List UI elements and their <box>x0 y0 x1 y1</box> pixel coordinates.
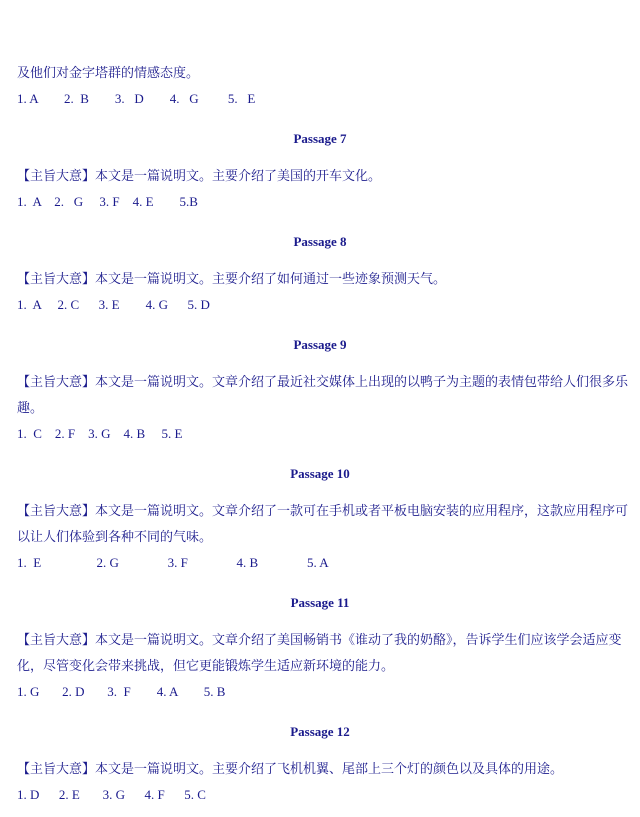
passage-11-summary-line-2: 化，尽管变化会带来挑战，但它更能锻炼学生适应新环境的能力。 <box>17 659 395 674</box>
passage-9-summary-line-2: 趣。 <box>17 401 44 416</box>
passage-9-answers: 1. C 2. F 3. G 4. B 5. E <box>17 426 183 441</box>
intro-text: 及他们对金字塔群的情感态度。 <box>17 66 200 81</box>
passage-12-answers: 1. D 2. E 3. G 4. F 5. C <box>17 787 206 802</box>
passage-10-answers: 1. E 2. G 3. F 4. B 5. A <box>17 555 329 570</box>
passage-8-summary: 【主旨大意】本文是一篇说明文。主要介绍了如何通过一些迹象预测天气。 <box>17 272 447 287</box>
passage-7-summary: 【主旨大意】本文是一篇说明文。主要介绍了美国的开车文化。 <box>17 169 382 184</box>
passage-7-answers: 1. A 2. G 3. F 4. E 5.B <box>17 194 198 209</box>
passage-7-title: Passage 7 <box>293 131 347 146</box>
passage-11-summary-line-1: 【主旨大意】本文是一篇说明文。文章介绍了美国畅销书《谁动了我的奶酪》，告诉学生们应该学会适应变 <box>17 633 622 648</box>
passage-12-title: Passage 12 <box>290 724 350 739</box>
passage-9-title: Passage 9 <box>293 337 347 352</box>
passage-10-summary-line-1: 【主旨大意】本文是一篇说明文。文章介绍了一款可在手机或者平板电脑安装的应用程序，这款应用程序可 <box>17 504 629 519</box>
intro-answers: 1. A 2. B 3. D 4. G 5. E <box>17 91 256 106</box>
passage-11-answers: 1. G 2. D 3. F 4. A 5. B <box>17 684 226 699</box>
passage-9-summary-line-1: 【主旨大意】本文是一篇说明文。文章介绍了最近社交媒体上出现的以鸭子为主题的表情包带给人们很多乐 <box>17 375 629 390</box>
passage-10-summary-line-2: 以让人们体验到各种不同的气味。 <box>17 530 213 545</box>
passage-8-answers: 1. A 2. C 3. E 4. G 5. D <box>17 297 210 312</box>
passage-12-summary: 【主旨大意】本文是一篇说明文。主要介绍了飞机机翼、尾部上三个灯的颜色以及具体的用途。 <box>17 762 564 777</box>
passage-11-title: Passage 11 <box>290 595 350 610</box>
passage-10-title: Passage 10 <box>290 466 350 481</box>
passage-8-title: Passage 8 <box>293 234 347 249</box>
